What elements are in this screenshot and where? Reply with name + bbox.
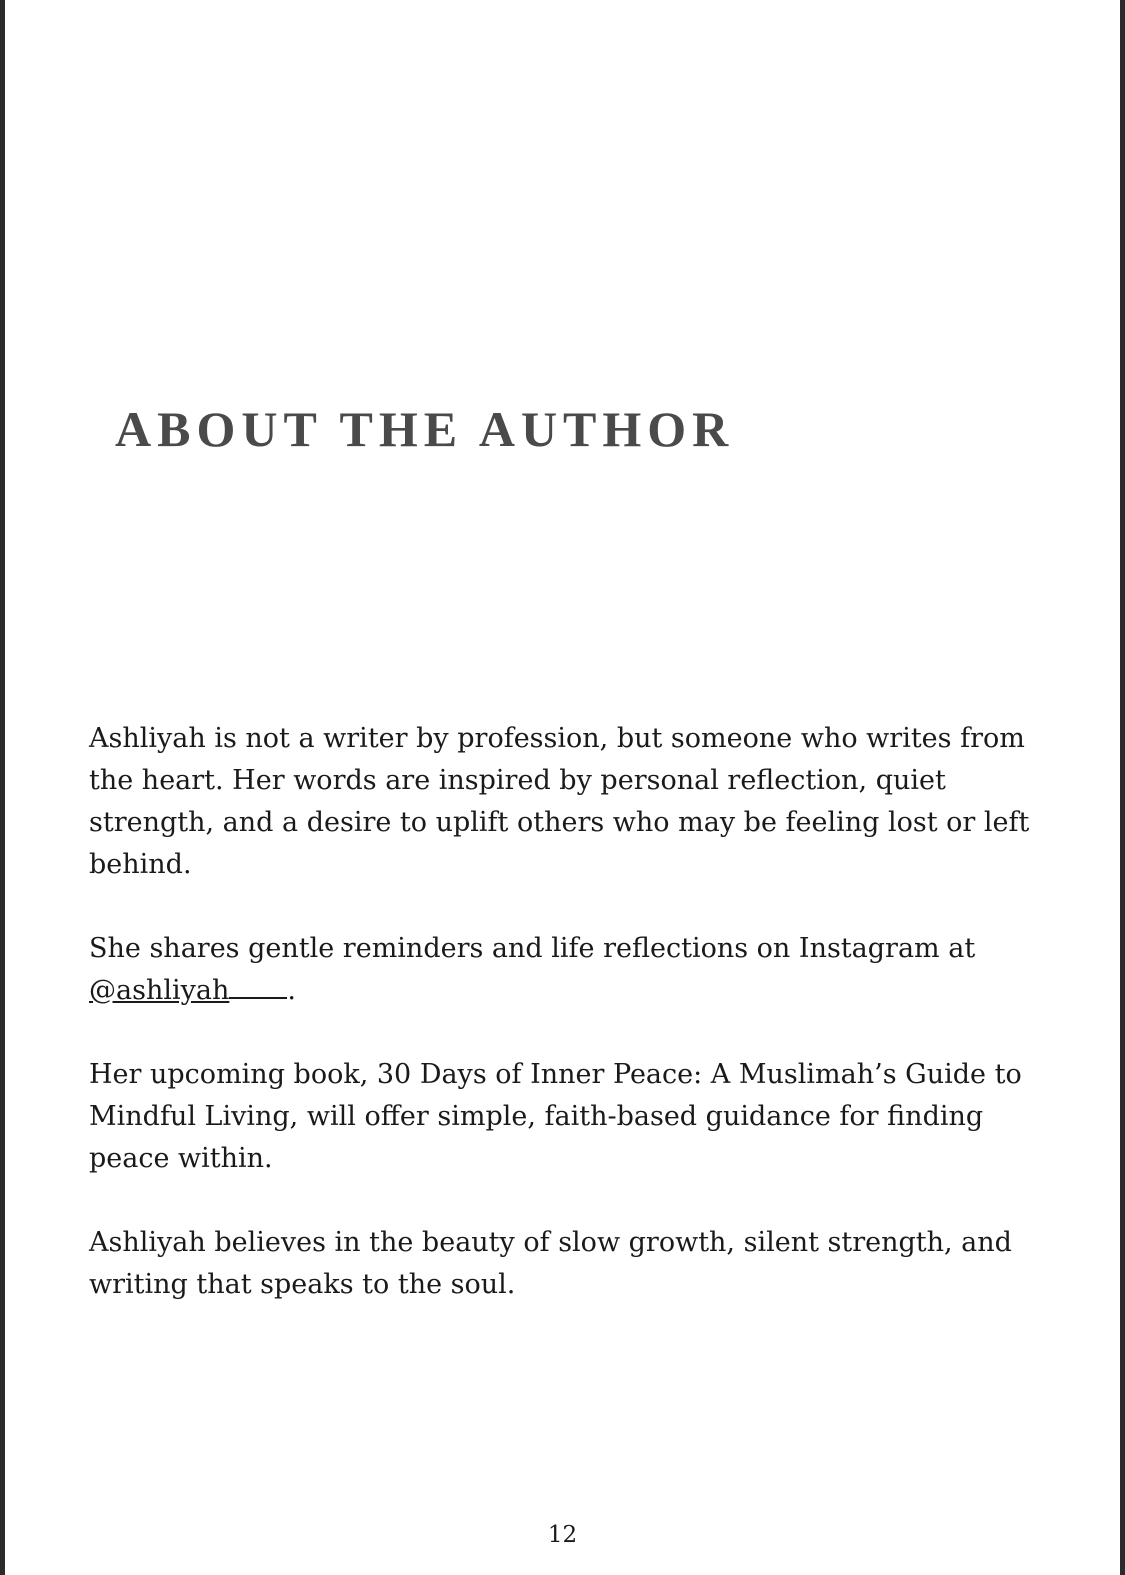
page-number: 12 <box>547 1522 578 1548</box>
bio-paragraph-1: Ashliyah is not a writer by profession, but someone who writes from the heart. Her words are inspired by personal reflection, quiet strength, and a desire to uplift others who may be feeling lost or left behind. <box>89 723 1030 880</box>
bio-paragraph-3: Her upcoming book, 30 Days of Inner Peace: A Muslimah’s Guide to Mindful Living, will offer simple, faith-based guidance for finding peace within. <box>89 1059 1022 1174</box>
page <box>5 0 1120 1575</box>
handle-underline-blank <box>229 975 287 999</box>
instagram-intro-text: She shares gentle reminders and life reflections on Instagram at <box>89 933 976 964</box>
page-title: ABOUT THE AUTHOR <box>115 401 735 457</box>
author-bio <box>89 718 1049 1348</box>
bio-paragraph-2 <box>89 928 1049 1012</box>
instagram-handle-link[interactable] <box>89 975 287 1006</box>
instagram-handle-text: @ashliyah <box>89 975 230 1006</box>
right-edge <box>1120 0 1125 1575</box>
bio-paragraph-4: Ashliyah believes in the beauty of slow growth, silent strength, and writing that speaks to the soul. <box>89 1227 1012 1300</box>
handle-period: . <box>287 975 296 1006</box>
